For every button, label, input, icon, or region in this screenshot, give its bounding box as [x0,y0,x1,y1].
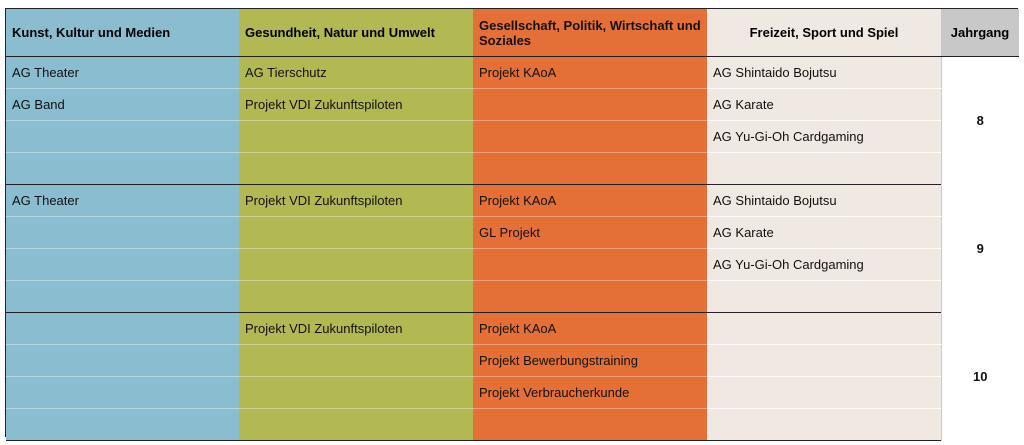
cell-freizeit [707,345,941,377]
cell-gesundheit [239,409,473,441]
cell-gesundheit: AG Tierschutz [239,57,473,89]
cell-kunst [6,249,239,281]
cell-gesellschaft: Projekt KAoA [473,185,707,217]
cell-gesundheit: Projekt VDI Zukunftspiloten [239,313,473,345]
cell-gesundheit [239,345,473,377]
cell-kunst [6,409,239,441]
cell-freizeit [707,153,941,185]
cell-kunst: AG Theater [6,185,239,217]
table-row [6,185,1019,217]
table-row [6,377,1019,409]
cell-gesundheit [239,281,473,313]
year-label: 8 [941,57,1019,185]
header-row [6,9,1019,57]
table-row [6,313,1019,345]
table-row [6,153,1019,185]
table-row [6,409,1019,441]
cell-gesundheit [239,377,473,409]
cell-freizeit [707,409,941,441]
cell-kunst [6,377,239,409]
cell-freizeit: AG Shintaido Bojutsu [707,57,941,89]
schedule-table [6,9,1019,441]
cell-gesellschaft [473,121,707,153]
header-gesellschaft: Gesellschaft, Politik, Wirtschaft und Soziales [473,9,707,57]
cell-kunst [6,121,239,153]
cell-gesundheit [239,121,473,153]
cell-gesellschaft: Projekt Bewerbungstraining [473,345,707,377]
table-row [6,345,1019,377]
header-kunst: Kunst, Kultur und Medien [6,9,239,57]
cell-freizeit [707,377,941,409]
cell-freizeit: AG Karate [707,217,941,249]
cell-kunst [6,153,239,185]
cell-gesellschaft: Projekt KAoA [473,57,707,89]
header-freizeit: Freizeit, Sport und Spiel [707,9,941,57]
ag-overview-table [5,8,1018,437]
year-label: 10 [941,313,1019,441]
cell-gesundheit [239,153,473,185]
cell-freizeit [707,313,941,345]
cell-gesellschaft [473,153,707,185]
table-row [6,217,1019,249]
cell-gesundheit: Projekt VDI Zukunftspiloten [239,185,473,217]
cell-freizeit: AG Shintaido Bojutsu [707,185,941,217]
table-row [6,89,1019,121]
cell-kunst: AG Band [6,89,239,121]
year-label: 9 [941,185,1019,313]
cell-freizeit: AG Yu-Gi-Oh Cardgaming [707,121,941,153]
cell-freizeit: AG Yu-Gi-Oh Cardgaming [707,249,941,281]
table-row [6,121,1019,153]
cell-kunst [6,313,239,345]
table-row [6,57,1019,89]
cell-gesellschaft: Projekt KAoA [473,313,707,345]
cell-gesundheit: Projekt VDI Zukunftspiloten [239,89,473,121]
cell-kunst [6,281,239,313]
cell-kunst: AG Theater [6,57,239,89]
cell-gesellschaft: Projekt Verbraucherkunde [473,377,707,409]
cell-freizeit: AG Karate [707,89,941,121]
cell-gesellschaft [473,409,707,441]
cell-gesellschaft [473,89,707,121]
cell-gesellschaft [473,249,707,281]
cell-freizeit [707,281,941,313]
table-row [6,249,1019,281]
cell-gesundheit [239,249,473,281]
cell-gesellschaft [473,281,707,313]
cell-gesellschaft: GL Projekt [473,217,707,249]
cell-gesundheit [239,217,473,249]
cell-kunst [6,345,239,377]
table-row [6,281,1019,313]
cell-kunst [6,217,239,249]
header-gesundheit: Gesundheit, Natur und Umwelt [239,9,473,57]
header-jahrgang: Jahrgang [941,9,1019,57]
